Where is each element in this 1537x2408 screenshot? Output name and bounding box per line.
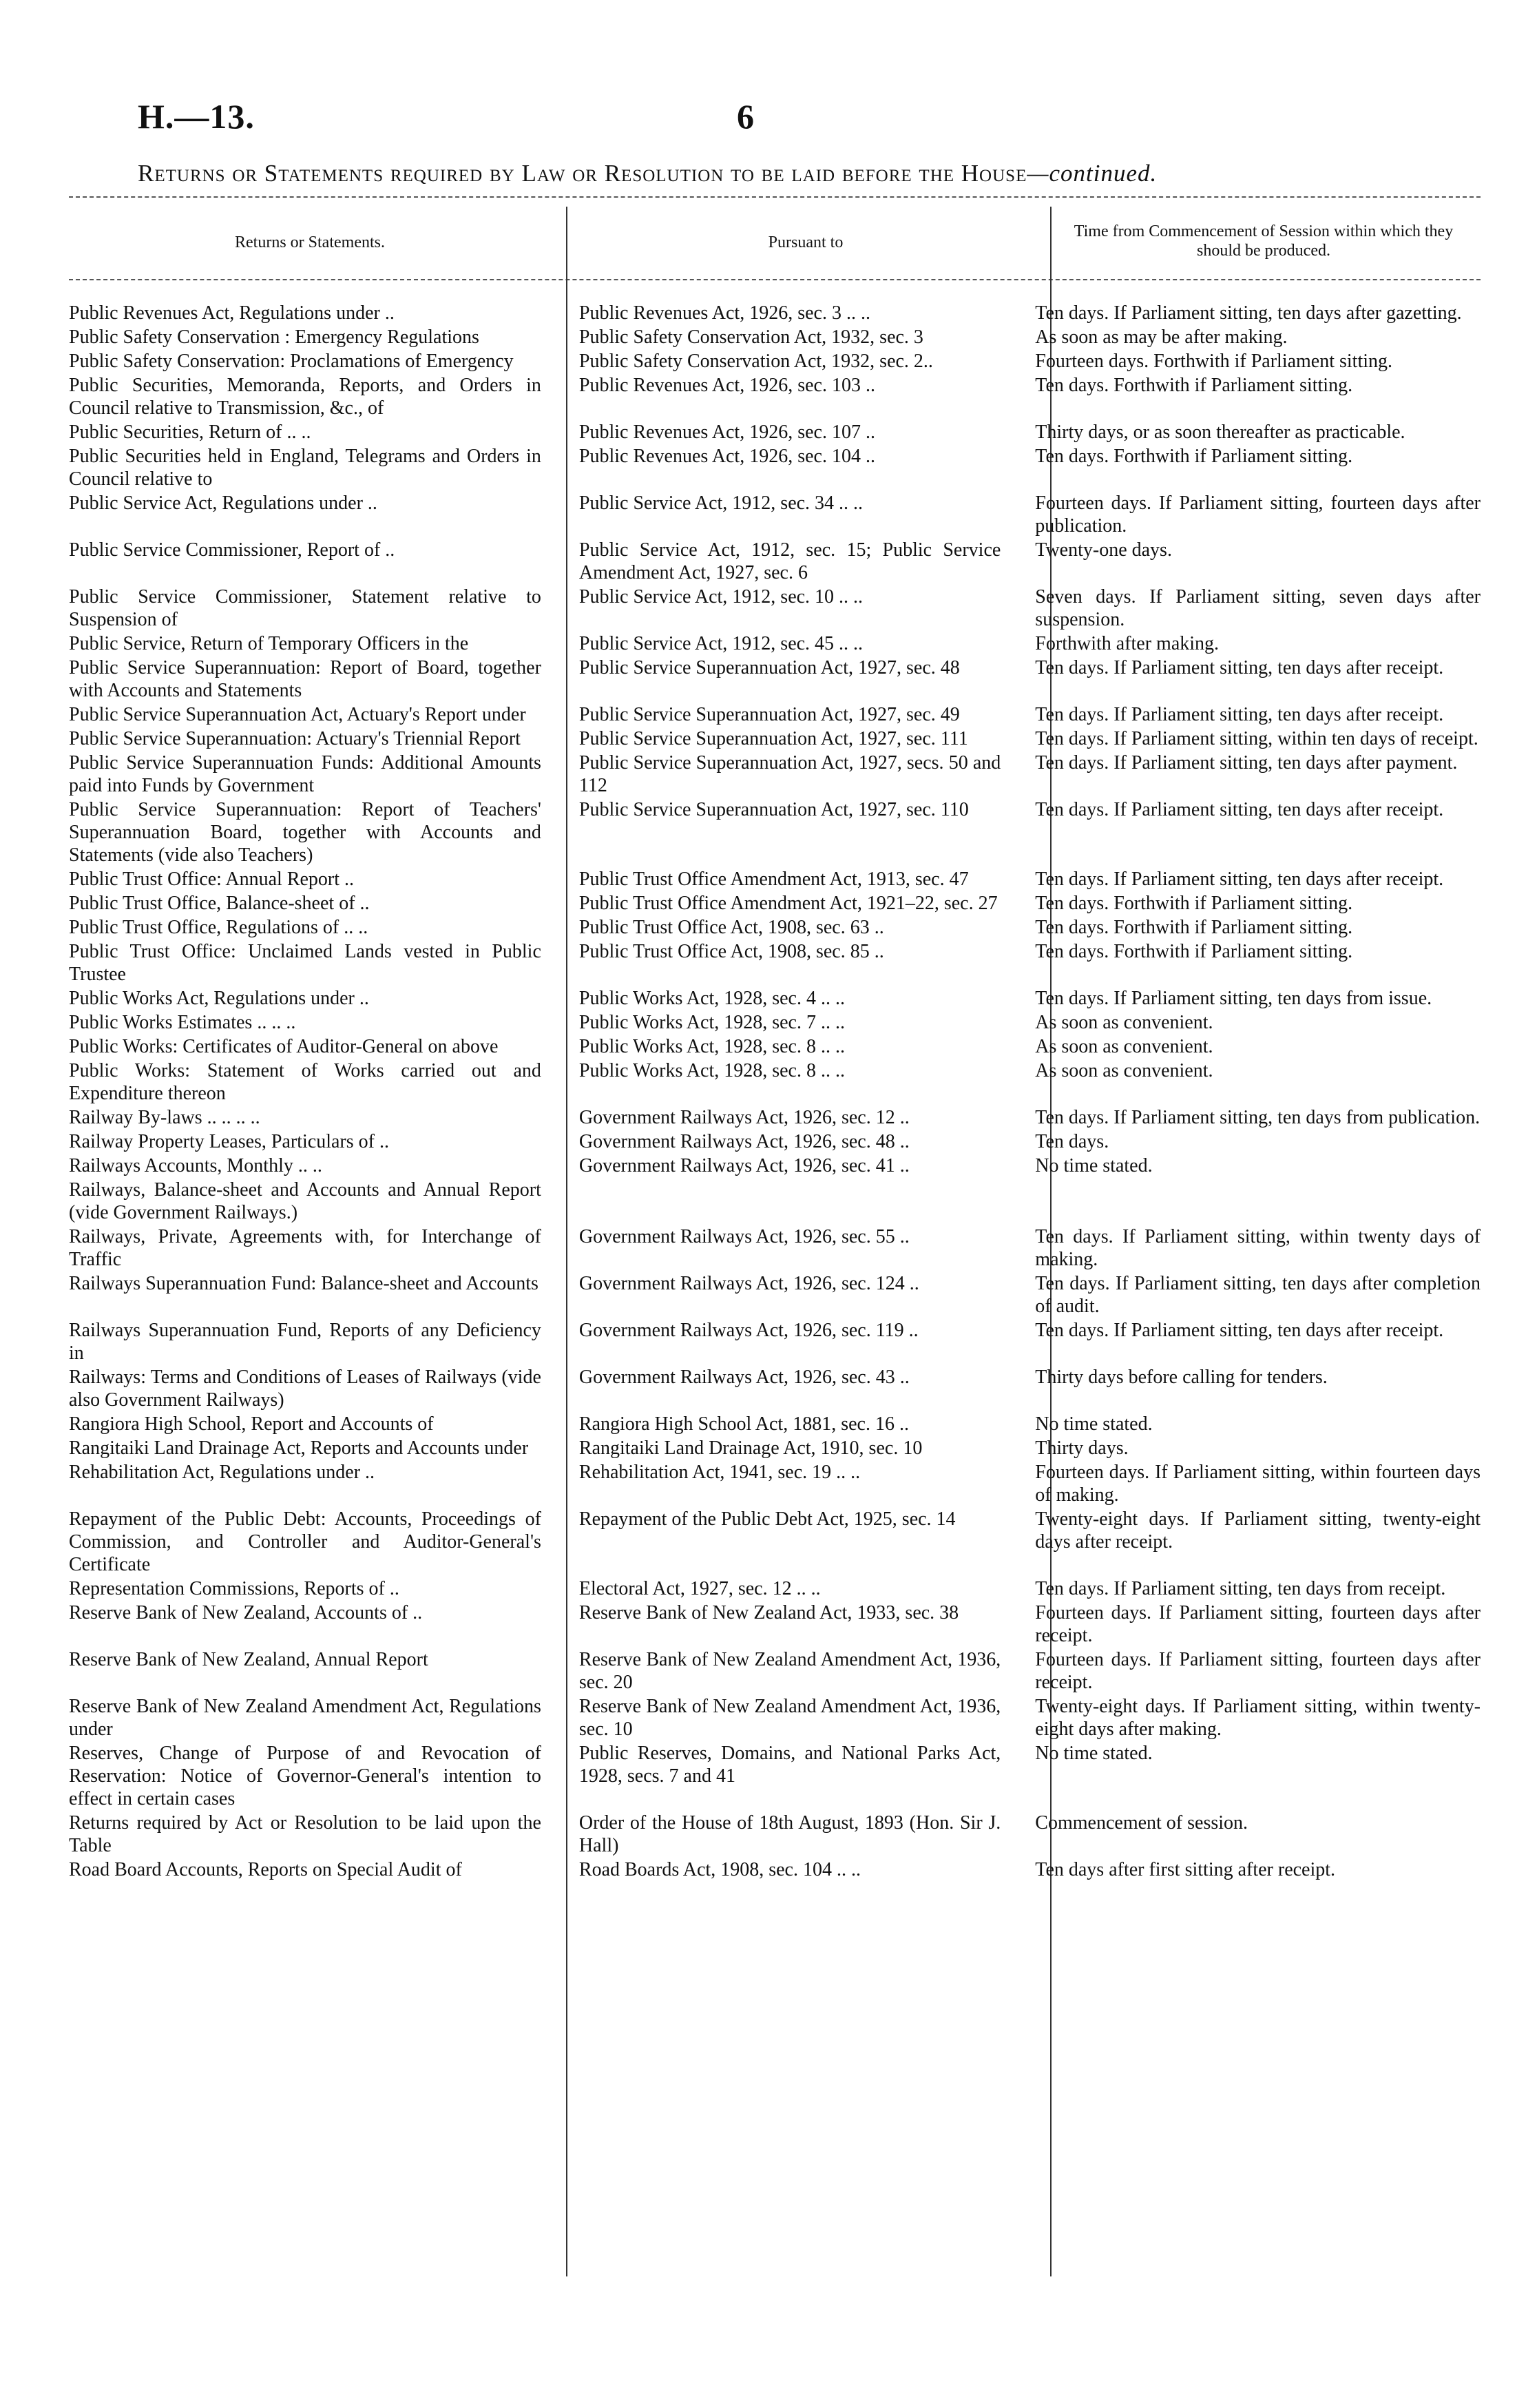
return-statement-cell: Public Trust Office: Annual Report .. (69, 869, 355, 890)
return-statement-cell: Public Service Superannuation: Actuary's Triennial Report (69, 728, 521, 749)
time-cell: Ten days. If Parliament sitting, ten days after receipt. (1035, 869, 1444, 890)
time-cell: Ten days. If Parliament sitting, ten days after receipt. (1035, 704, 1444, 725)
pursuant-to-cell: Public Works Act, 1928, sec. 8 .. .. (578, 1060, 845, 1081)
pursuant-to-cell: Public Reserves, Domains, and National Parks Act, 1928, secs. 7 and 41 (578, 1743, 1001, 1787)
pursuant-to-cell: Road Boards Act, 1908, sec. 104 .. .. (578, 1859, 861, 1880)
table-row (69, 1366, 1481, 1411)
page-title (138, 160, 1432, 187)
table-row (69, 585, 1481, 631)
pursuant-to-cell: Government Railways Act, 1926, sec. 119 .. (578, 1320, 919, 1341)
time-cell: Ten days. If Parliament sitting, ten days after payment. (1035, 752, 1458, 774)
returns-table (69, 302, 1481, 1882)
time-cell (1014, 1179, 1481, 1224)
table-row (69, 632, 1481, 655)
table-row (69, 1130, 1481, 1153)
time-cell: Fourteen days. If Parliament sitting, fourteen days after receipt. (1035, 1649, 1481, 1693)
pursuant-to-cell: Public Safety Conservation Act, 1932, sec. 2.. (578, 351, 933, 372)
pursuant-to-cell: Public Revenues Act, 1926, sec. 104 .. (578, 446, 875, 467)
time-cell: Thirty days. (1035, 1437, 1129, 1459)
table-row (69, 1154, 1481, 1177)
time-cell: No time stated. (1035, 1413, 1153, 1435)
time-cell: Ten days after first sitting after receipt. (1035, 1859, 1336, 1880)
time-cell: Commencement of session. (1035, 1812, 1248, 1834)
time-cell: Twenty-one days. (1035, 539, 1172, 561)
table-row (69, 1011, 1481, 1034)
time-cell: Ten days. If Parliament sitting, ten days after receipt. (1035, 657, 1444, 678)
pursuant-to-cell: Public Service Act, 1912, sec. 10 .. .. (578, 586, 864, 608)
time-cell: Fourteen days. If Parliament sitting, within fourteen days of making. (1035, 1462, 1481, 1506)
table-row (69, 1695, 1481, 1741)
table-row (69, 656, 1481, 702)
document-reference: H.—13. (138, 97, 255, 136)
table-row (69, 539, 1481, 584)
header-top-rule (69, 196, 1481, 198)
pursuant-to-cell: Government Railways Act, 1926, sec. 124 .. (578, 1273, 919, 1294)
time-cell: Fourteen days. If Parliament sitting, fourteen days after publication. (1035, 492, 1481, 537)
pursuant-to-cell: Reserve Bank of New Zealand Amendment Act, 1936, sec. 20 (578, 1649, 1001, 1693)
table-row (69, 1179, 1481, 1224)
table-row (69, 1059, 1481, 1105)
table-row (69, 916, 1481, 939)
table-row (69, 1461, 1481, 1506)
table-row (69, 1437, 1481, 1460)
table-row (69, 1648, 1481, 1694)
time-cell: Ten days. (1035, 1131, 1109, 1152)
return-statement-cell: Public Trust Office, Balance-sheet of .. (69, 893, 370, 914)
table-row (69, 1601, 1481, 1647)
time-cell: Ten days. If Parliament sitting, ten days after completion of audit. (1035, 1273, 1481, 1317)
return-statement-cell: Railways Superannuation Fund: Balance-sheet and Accounts (69, 1273, 539, 1294)
page-number: 6 (737, 97, 754, 136)
return-statement-cell: Public Works Act, Regulations under .. (69, 988, 369, 1009)
time-cell: Seven days. If Parliament sitting, seven days after suspension. (1035, 586, 1481, 630)
time-cell: Forthwith after making. (1035, 633, 1220, 654)
return-statement-cell: Railways Accounts, Monthly .. .. (69, 1155, 322, 1176)
table-row (69, 350, 1481, 373)
time-cell: Ten days. Forthwith if Parliament sitting. (1035, 446, 1353, 467)
time-cell: Ten days. If Parliament sitting, ten days after gazetting. (1035, 302, 1462, 324)
pursuant-to-cell (541, 1179, 1014, 1224)
table-row (69, 727, 1481, 750)
table-row (69, 798, 1481, 866)
time-cell: Ten days. Forthwith if Parliament sitting. (1035, 941, 1353, 962)
time-cell: Ten days. Forthwith if Parliament sitting. (1035, 375, 1353, 396)
page-title-main: Returns or Statements required by Law or Resolution to be laid before the House (138, 160, 1027, 187)
time-cell: No time stated. (1035, 1743, 1153, 1764)
pursuant-to-cell: Public Revenues Act, 1926, sec. 107 .. (578, 422, 875, 443)
time-cell: Ten days. If Parliament sitting, within ten days of receipt. (1035, 728, 1478, 749)
pursuant-to-cell: Public Works Act, 1928, sec. 4 .. .. (578, 988, 845, 1009)
time-cell: As soon as convenient. (1035, 1060, 1213, 1081)
return-statement-cell: Public Service Commissioner, Statement relative to Suspension of (69, 586, 541, 630)
pursuant-to-cell: Reserve Bank of New Zealand Amendment Act, 1936, sec. 10 (578, 1696, 1001, 1740)
page-header (138, 96, 1432, 145)
table-row (69, 326, 1481, 349)
table-row (69, 421, 1481, 444)
table-row (69, 703, 1481, 726)
pursuant-to-cell: Public Service Act, 1912, sec. 15; Public Service Amendment Act, 1927, sec. 6 (578, 539, 1001, 583)
table-row (69, 302, 1481, 324)
page-title-continued: —continued. (1027, 160, 1158, 187)
return-statement-cell: Railway By-laws .. .. .. .. (69, 1107, 260, 1128)
return-statement-cell: Railways: Terms and Conditions of Leases of Railways (vide also Government Railways) (69, 1367, 541, 1411)
return-statement-cell: Representation Commissions, Reports of .. (69, 1578, 399, 1599)
table-row (69, 940, 1481, 986)
return-statement-cell: Public Safety Conservation: Proclamations of Emergency (69, 351, 514, 372)
return-statement-cell: Railways, Private, Agreements with, for Interchange of Traffic (69, 1226, 541, 1270)
return-statement-cell: Public Works Estimates .. .. .. (69, 1012, 296, 1033)
table-row (69, 892, 1481, 915)
return-statement-cell: Repayment of the Public Debt: Accounts, Proceedings of Commission, and Controller and Auditor-General's Certificate (69, 1508, 541, 1575)
time-cell: Twenty-eight days. If Parliament sitting, within twenty-eight days after making. (1035, 1696, 1481, 1740)
table-row (69, 1272, 1481, 1318)
table-row (69, 1319, 1481, 1364)
return-statement-cell: Public Trust Office: Unclaimed Lands vested in Public Trustee (69, 941, 541, 985)
return-statement-cell: Public Service Superannuation: Report of Teachers' Superannuation Board, together with Accounts and Statements (vide also Teachers) (69, 799, 541, 866)
pursuant-to-cell: Public Works Act, 1928, sec. 7 .. .. (578, 1012, 845, 1033)
pursuant-to-cell: Public Trust Office Amendment Act, 1921–22, sec. 27 (578, 893, 998, 914)
table-row (69, 1577, 1481, 1600)
time-cell: Ten days. If Parliament sitting, ten days from receipt. (1035, 1578, 1446, 1599)
time-cell: Fourteen days. If Parliament sitting, fourteen days after receipt. (1035, 1602, 1481, 1646)
table-row (69, 868, 1481, 891)
pursuant-to-cell: Reserve Bank of New Zealand Act, 1933, sec. 38 (578, 1602, 959, 1623)
pursuant-to-cell: Government Railways Act, 1926, sec. 12 .. (578, 1107, 910, 1128)
pursuant-to-cell: Electoral Act, 1927, sec. 12 .. .. (578, 1578, 821, 1599)
pursuant-to-cell: Government Railways Act, 1926, sec. 43 .. (578, 1367, 910, 1388)
time-cell: Fourteen days. Forthwith if Parliament sitting. (1035, 351, 1393, 372)
column-header-time: Time from Commencement of Session within which they should be produced. (1074, 222, 1454, 260)
time-cell: As soon as convenient. (1035, 1036, 1213, 1057)
pursuant-to-cell: Public Service Superannuation Act, 1927, sec. 111 (578, 728, 968, 749)
table-row (69, 374, 1481, 419)
table-row (69, 445, 1481, 490)
return-statement-cell: Public Service Act, Regulations under .. (69, 492, 377, 514)
time-cell: Ten days. If Parliament sitting, ten days from issue. (1035, 988, 1432, 1009)
return-statement-cell: Public Service Superannuation Act, Actuary's Report under (69, 704, 526, 725)
return-statement-cell: Reserve Bank of New Zealand, Accounts of .. (69, 1602, 423, 1623)
return-statement-cell: Public Securities, Memoranda, Reports, and Orders in Council relative to Transmission, &c., of (69, 375, 541, 419)
pursuant-to-cell: Rangiora High School Act, 1881, sec. 16 .. (578, 1413, 909, 1435)
table-row (69, 987, 1481, 1010)
table-row (69, 1858, 1481, 1881)
pursuant-to-cell: Rehabilitation Act, 1941, sec. 19 .. .. (578, 1462, 861, 1483)
pursuant-to-cell: Order of the House of 18th August, 1893 (Hon. Sir J. Hall) (578, 1812, 1001, 1856)
time-cell: Ten days. Forthwith if Parliament sitting. (1035, 917, 1353, 938)
time-cell: No time stated. (1035, 1155, 1153, 1176)
time-cell: Ten days. Forthwith if Parliament sitting. (1035, 893, 1353, 914)
return-statement-cell: Public Securities, Return of .. .. (69, 422, 311, 443)
return-statement-cell: Road Board Accounts, Reports on Special Audit of (69, 1859, 462, 1880)
time-cell: Ten days. If Parliament sitting, within twenty days of making. (1035, 1226, 1481, 1270)
return-statement-cell: Returns required by Act or Resolution to be laid upon the Table (69, 1812, 541, 1856)
pursuant-to-cell: Government Railways Act, 1926, sec. 41 .. (578, 1155, 910, 1176)
return-statement-cell: Public Service Superannuation Funds: Additional Amounts paid into Funds by Government (69, 752, 541, 796)
table-row (69, 1106, 1481, 1129)
pursuant-to-cell: Repayment of the Public Debt Act, 1925, sec. 14 (578, 1508, 956, 1530)
return-statement-cell: Public Service Superannuation: Report of Board, together with Accounts and Statements (69, 657, 541, 701)
column-header-pursuant: Pursuant to (768, 233, 844, 251)
time-cell: Ten days. If Parliament sitting, ten days after receipt. (1035, 1320, 1444, 1341)
return-statement-cell: Railway Property Leases, Particulars of .. (69, 1131, 389, 1152)
time-cell: Thirty days before calling for tenders. (1035, 1367, 1328, 1388)
table-row (69, 1035, 1481, 1058)
return-statement-cell: Public Revenues Act, Regulations under .. (69, 302, 395, 324)
table-row (69, 1812, 1481, 1857)
table-row (69, 1742, 1481, 1810)
time-cell: Ten days. If Parliament sitting, ten days from publication. (1035, 1107, 1481, 1128)
return-statement-cell: Rangiora High School, Report and Accounts of (69, 1413, 434, 1435)
pursuant-to-cell: Public Service Superannuation Act, 1927, secs. 50 and 112 (578, 752, 1001, 796)
return-statement-cell: Public Trust Office, Regulations of .. .. (69, 917, 368, 938)
table-row (69, 492, 1481, 537)
return-statement-cell: Reserve Bank of New Zealand, Annual Report (69, 1649, 428, 1670)
column-header-returns: Returns or Statements. (235, 233, 385, 251)
return-statement-cell: Public Safety Conservation : Emergency Regulations (69, 326, 479, 348)
return-statement-cell: Railways, Balance-sheet and Accounts and Annual Report (vide Government Railways.) (69, 1179, 541, 1223)
pursuant-to-cell: Government Railways Act, 1926, sec. 48 .. (578, 1131, 910, 1152)
pursuant-to-cell: Public Service Act, 1912, sec. 34 .. .. (578, 492, 864, 514)
pursuant-to-cell: Public Service Superannuation Act, 1927, sec. 49 (578, 704, 960, 725)
time-cell: Twenty-eight days. If Parliament sitting, twenty-eight days after receipt. (1035, 1508, 1481, 1553)
pursuant-to-cell: Public Safety Conservation Act, 1932, sec. 3 (578, 326, 923, 348)
return-statement-cell: Railways Superannuation Fund, Reports of any Deficiency in (69, 1320, 541, 1364)
pursuant-to-cell: Public Trust Office Act, 1908, sec. 85 .. (578, 941, 884, 962)
return-statement-cell: Reserve Bank of New Zealand Amendment Act, Regulations under (69, 1696, 541, 1740)
return-statement-cell: Public Works: Statement of Works carried out and Expenditure thereon (69, 1060, 541, 1104)
return-statement-cell: Public Securities held in England, Telegrams and Orders in Council relative to (69, 446, 541, 490)
time-cell: As soon as may be after making. (1035, 326, 1288, 348)
return-statement-cell: Rangitaiki Land Drainage Act, Reports and Accounts under (69, 1437, 529, 1459)
return-statement-cell: Reserves, Change of Purpose of and Revocation of Reservation: Notice of Governor-General's intention to effect in certain cases (69, 1743, 541, 1809)
pursuant-to-cell: Public Service Act, 1912, sec. 45 .. .. (578, 633, 864, 654)
pursuant-to-cell: Public Service Superannuation Act, 1927, sec. 110 (578, 799, 969, 820)
header-bottom-rule (69, 279, 1481, 280)
pursuant-to-cell: Public Revenues Act, 1926, sec. 3 .. .. (578, 302, 870, 324)
table-row (69, 1413, 1481, 1435)
pursuant-to-cell: Government Railways Act, 1926, sec. 55 .. (578, 1226, 910, 1247)
pursuant-to-cell: Public Trust Office Act, 1908, sec. 63 .. (578, 917, 884, 938)
return-statement-cell: Public Service, Return of Temporary Officers in the (69, 633, 469, 654)
table-row (69, 751, 1481, 797)
pursuant-to-cell: Public Trust Office Amendment Act, 1913, sec. 47 (578, 869, 969, 890)
pursuant-to-cell: Public Works Act, 1928, sec. 8 .. .. (578, 1036, 845, 1057)
time-cell: Ten days. If Parliament sitting, ten days after receipt. (1035, 799, 1444, 820)
table-row (69, 1508, 1481, 1576)
pursuant-to-cell: Public Revenues Act, 1926, sec. 103 .. (578, 375, 875, 396)
return-statement-cell: Public Service Commissioner, Report of .. (69, 539, 395, 561)
return-statement-cell: Rehabilitation Act, Regulations under .. (69, 1462, 375, 1483)
time-cell: Thirty days, or as soon thereafter as practicable. (1035, 422, 1405, 443)
return-statement-cell: Public Works: Certificates of Auditor-General on above (69, 1036, 499, 1057)
time-cell: As soon as convenient. (1035, 1012, 1213, 1033)
pursuant-to-cell: Public Service Superannuation Act, 1927, sec. 48 (578, 657, 960, 678)
pursuant-to-cell: Rangitaiki Land Drainage Act, 1910, sec. 10 (578, 1437, 923, 1459)
table-row (69, 1225, 1481, 1271)
